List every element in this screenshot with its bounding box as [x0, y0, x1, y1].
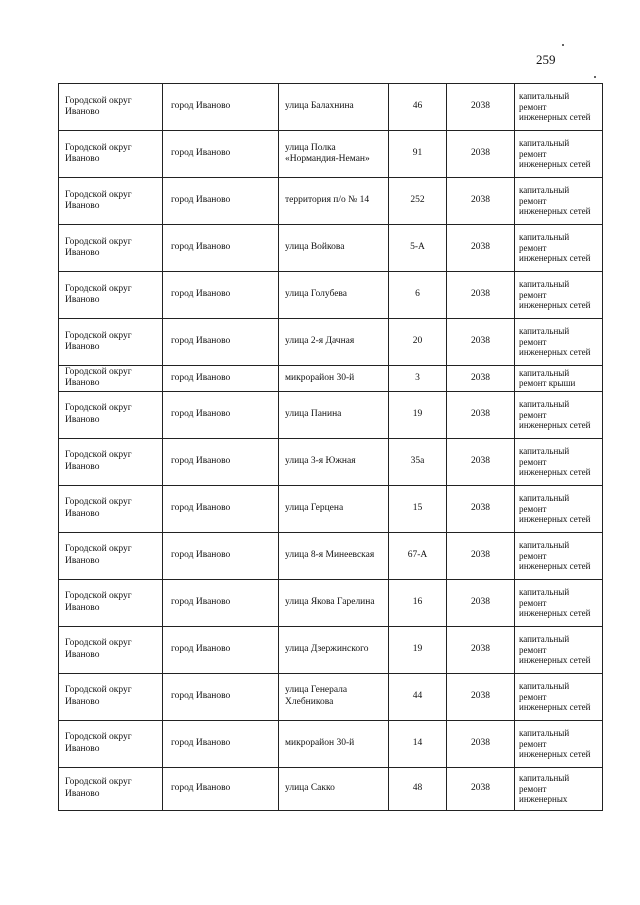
cell-municipality: Городской округ Иваново: [59, 366, 163, 392]
scan-speck: [594, 76, 596, 78]
scan-speck: [562, 44, 564, 46]
cell-locality: город Иваново: [163, 272, 279, 319]
cell-municipality: Городской округ Иваново: [59, 272, 163, 319]
cell-work-type: капитальный ремонт инженерных сетей: [515, 532, 603, 579]
cell-municipality: Городской округ Иваново: [59, 225, 163, 272]
page-number: 259: [536, 52, 556, 67]
cell-house-number: 15: [389, 485, 447, 532]
cell-street: улица Полка «Нормандия-Неман»: [279, 131, 389, 178]
cell-year: 2038: [447, 225, 515, 272]
cell-street: улица 2-я Дачная: [279, 319, 389, 366]
cell-locality: город Иваново: [163, 366, 279, 392]
cell-locality: город Иваново: [163, 319, 279, 366]
cell-work-type: капитальный ремонт инженерных сетей: [515, 272, 603, 319]
cell-locality: город Иваново: [163, 673, 279, 720]
cell-year: 2038: [447, 131, 515, 178]
cell-municipality: Городской округ Иваново: [59, 438, 163, 485]
table-row: [59, 767, 603, 810]
cell-house-number: 252: [389, 178, 447, 225]
cell-year: 2038: [447, 579, 515, 626]
cell-work-type: капитальный ремонт инженерных сетей: [515, 438, 603, 485]
cell-house-number: 19: [389, 626, 447, 673]
cell-year: 2038: [447, 673, 515, 720]
cell-locality: город Иваново: [163, 391, 279, 438]
cell-year: 2038: [447, 720, 515, 767]
cell-locality: город Иваново: [163, 485, 279, 532]
cell-municipality: Городской округ Иваново: [59, 767, 163, 810]
cell-street: улица Панина: [279, 391, 389, 438]
cell-year: 2038: [447, 532, 515, 579]
cell-street: улица 8-я Минеевская: [279, 532, 389, 579]
cell-work-type: капитальный ремонт инженерных сетей: [515, 131, 603, 178]
cell-locality: город Иваново: [163, 131, 279, 178]
cell-locality: город Иваново: [163, 720, 279, 767]
cell-house-number: 5-А: [389, 225, 447, 272]
cell-street: улица Якова Гарелина: [279, 579, 389, 626]
cell-house-number: 46: [389, 84, 447, 131]
cell-street: микрорайон 30-й: [279, 366, 389, 392]
cell-year: 2038: [447, 626, 515, 673]
table-row: [59, 391, 603, 438]
cell-locality: город Иваново: [163, 178, 279, 225]
cell-municipality: Городской округ Иваново: [59, 720, 163, 767]
cell-work-type: капитальный ремонт инженерных: [515, 767, 603, 810]
table-row: [59, 178, 603, 225]
cell-year: 2038: [447, 485, 515, 532]
table-row: [59, 720, 603, 767]
cell-work-type: капитальный ремонт инженерных сетей: [515, 178, 603, 225]
table-row: [59, 673, 603, 720]
cell-street: улица Балахнина: [279, 84, 389, 131]
table-row: [59, 366, 603, 392]
cell-street: улица Войкова: [279, 225, 389, 272]
cell-house-number: 35а: [389, 438, 447, 485]
cell-municipality: Городской округ Иваново: [59, 84, 163, 131]
cell-locality: город Иваново: [163, 225, 279, 272]
cell-work-type: капитальный ремонт крыши: [515, 366, 603, 392]
cell-work-type: капитальный ремонт инженерных сетей: [515, 225, 603, 272]
cell-street: улица Голубева: [279, 272, 389, 319]
cell-street: улица Герцена: [279, 485, 389, 532]
table-row: [59, 131, 603, 178]
cell-municipality: Городской округ Иваново: [59, 485, 163, 532]
cell-municipality: Городской округ Иваново: [59, 131, 163, 178]
cell-street: улица Генерала Хлебникова: [279, 673, 389, 720]
cell-house-number: 14: [389, 720, 447, 767]
cell-house-number: 20: [389, 319, 447, 366]
cell-municipality: Городской округ Иваново: [59, 626, 163, 673]
cell-house-number: 91: [389, 131, 447, 178]
table-row: [59, 84, 603, 131]
cell-year: 2038: [447, 366, 515, 392]
cell-house-number: 67-А: [389, 532, 447, 579]
cell-house-number: 19: [389, 391, 447, 438]
table-row: [59, 626, 603, 673]
cell-locality: город Иваново: [163, 438, 279, 485]
cell-locality: город Иваново: [163, 84, 279, 131]
cell-municipality: Городской округ Иваново: [59, 579, 163, 626]
cell-street: улица 3-я Южная: [279, 438, 389, 485]
cell-house-number: 6: [389, 272, 447, 319]
cell-street: микрорайон 30-й: [279, 720, 389, 767]
table-row: [59, 438, 603, 485]
table-row: [59, 579, 603, 626]
table-row: [59, 532, 603, 579]
cell-municipality: Городской округ Иваново: [59, 319, 163, 366]
cell-locality: город Иваново: [163, 626, 279, 673]
cell-municipality: Городской округ Иваново: [59, 391, 163, 438]
cell-municipality: Городской округ Иваново: [59, 178, 163, 225]
cell-house-number: 44: [389, 673, 447, 720]
cell-work-type: капитальный ремонт инженерных сетей: [515, 485, 603, 532]
cell-year: 2038: [447, 272, 515, 319]
table-row: [59, 225, 603, 272]
table-body: [59, 84, 603, 811]
cell-street: улица Сакко: [279, 767, 389, 810]
cell-year: 2038: [447, 391, 515, 438]
cell-year: 2038: [447, 84, 515, 131]
cell-municipality: Городской округ Иваново: [59, 532, 163, 579]
cell-work-type: капитальный ремонт инженерных сетей: [515, 84, 603, 131]
table-row: [59, 272, 603, 319]
cell-work-type: капитальный ремонт инженерных сетей: [515, 626, 603, 673]
cell-work-type: капитальный ремонт инженерных сетей: [515, 579, 603, 626]
cell-street: территория п/о № 14: [279, 178, 389, 225]
cell-house-number: 48: [389, 767, 447, 810]
cell-year: 2038: [447, 767, 515, 810]
table-row: [59, 319, 603, 366]
cell-locality: город Иваново: [163, 767, 279, 810]
cell-municipality: Городской округ Иваново: [59, 673, 163, 720]
cell-house-number: 16: [389, 579, 447, 626]
housing-repair-table: [58, 83, 603, 811]
table-row: [59, 485, 603, 532]
cell-locality: город Иваново: [163, 532, 279, 579]
cell-locality: город Иваново: [163, 579, 279, 626]
cell-year: 2038: [447, 319, 515, 366]
cell-house-number: 3: [389, 366, 447, 392]
cell-work-type: капитальный ремонт инженерных сетей: [515, 319, 603, 366]
cell-work-type: капитальный ремонт инженерных сетей: [515, 673, 603, 720]
cell-work-type: капитальный ремонт инженерных сетей: [515, 720, 603, 767]
cell-year: 2038: [447, 438, 515, 485]
cell-street: улица Дзержинского: [279, 626, 389, 673]
cell-work-type: капитальный ремонт инженерных сетей: [515, 391, 603, 438]
cell-year: 2038: [447, 178, 515, 225]
